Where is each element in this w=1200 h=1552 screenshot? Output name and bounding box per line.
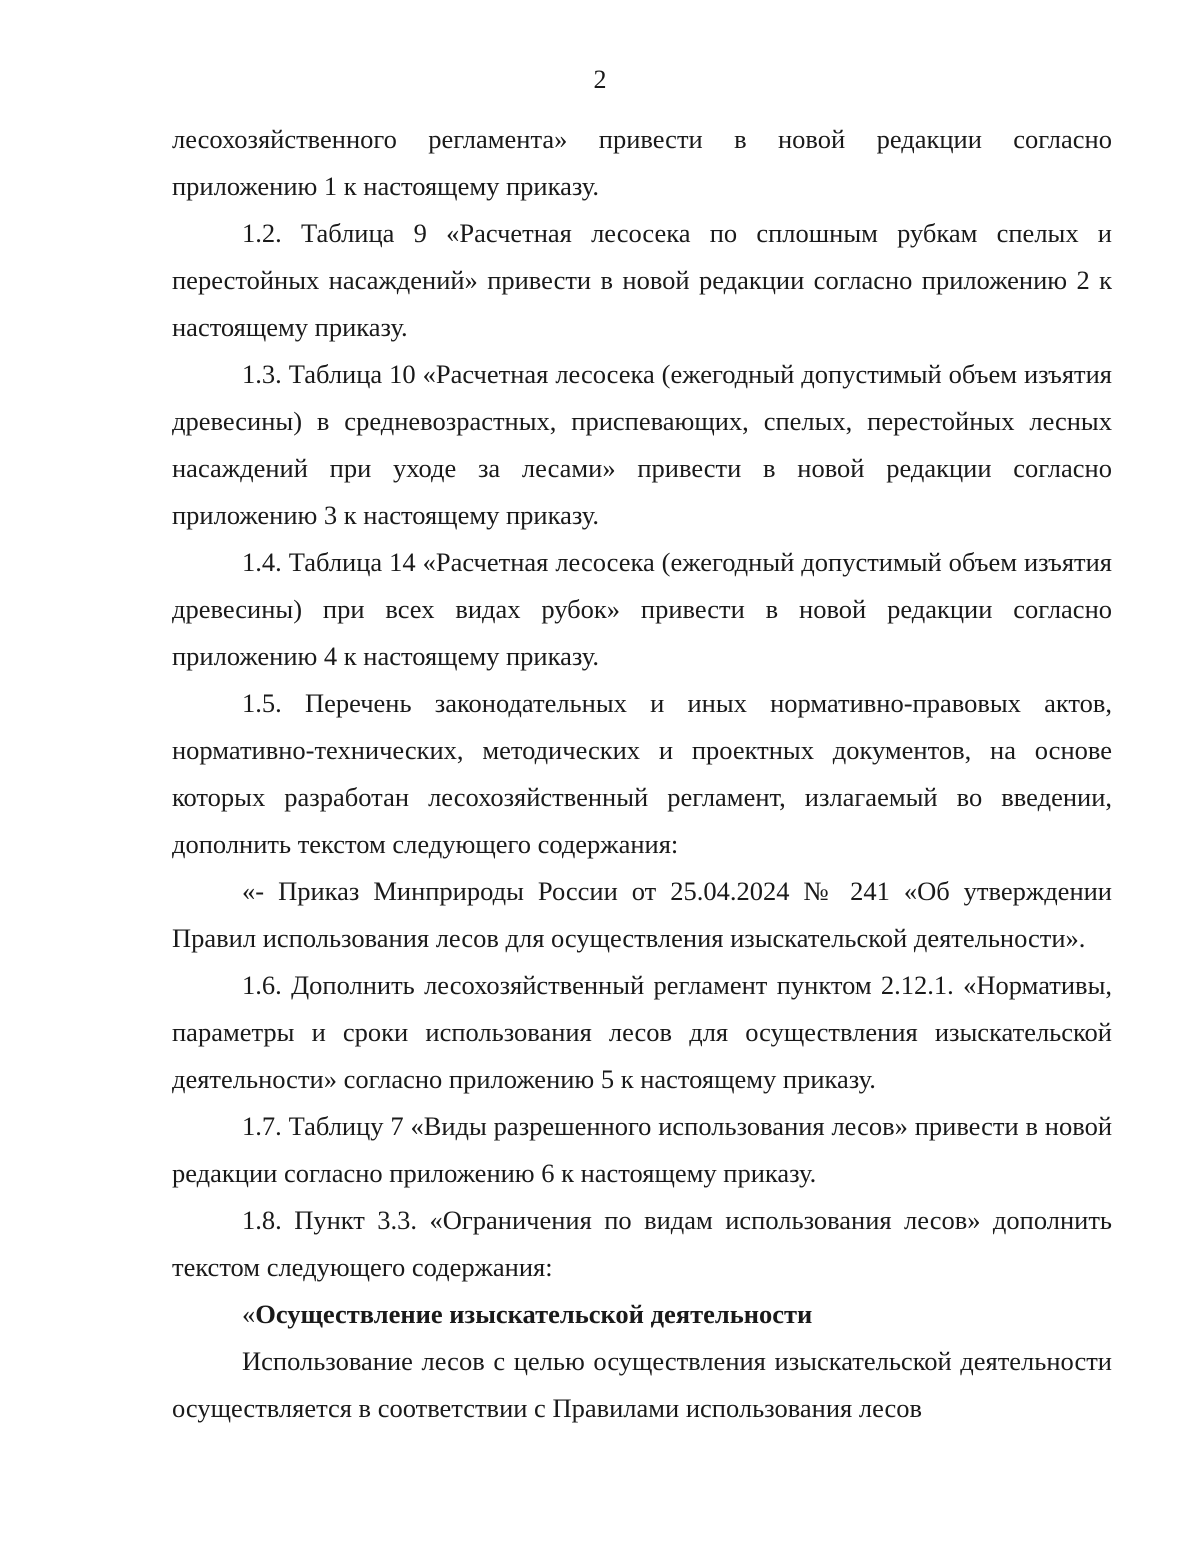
paragraph-item-1-8: 1.8. Пункт 3.3. «Ограничения по видам использования лесов» дополнить текстом следующего содержания: xyxy=(172,1205,1112,1282)
paragraph-item-1-6: 1.6. Дополнить лесохозяйственный регламент пунктом 2.12.1. «Нормативы, параметры и сроки использования лесов для осуществления изыскательской деятельности» согласно приложению 5 к настоящему приказу. xyxy=(172,970,1112,1094)
heading-text: Осуществление изыскательской деятельности xyxy=(255,1299,813,1329)
paragraph-continuation: лесохозяйственного регламента» привести в новой редакции согласно приложению 1 к настоящему приказу. xyxy=(172,124,1112,201)
section-heading xyxy=(172,1291,1112,1338)
document-body xyxy=(172,116,1112,1432)
heading-open-quote: « xyxy=(242,1299,256,1329)
paragraph-item-1-7: 1.7. Таблицу 7 «Виды разрешенного использования лесов» привести в новой редакции согласно приложению 6 к настоящему приказу. xyxy=(172,1111,1112,1188)
page-number: 2 xyxy=(593,65,607,94)
paragraph-item-1-3: 1.3. Таблица 10 «Расчетная лесосека (ежегодный допустимый объем изъятия древесины) в средневозрастных, приспевающих, спелых, перестойных лесных насаждений при уходе за лесами» привести в новой редакции согласно приложению 3 к настоящему приказу. xyxy=(172,359,1112,530)
paragraph-item-1-5: 1.5. Перечень законодательных и иных нормативно-правовых актов, нормативно-технических, методических и проектных документов, на основе которых разработан лесохозяйственный регламент, излагаемый во введении, дополнить текстом следующего содержания: xyxy=(172,688,1112,859)
paragraph-usage: Использование лесов с целью осуществления изыскательской деятельности осуществляется в соответствии с Правилами использования лесов xyxy=(172,1346,1112,1423)
paragraph-item-1-4: 1.4. Таблица 14 «Расчетная лесосека (ежегодный допустимый объем изъятия древесины) при всех видах рубок» привести в новой редакции согласно приложению 4 к настоящему приказу. xyxy=(172,547,1112,671)
paragraph-item-1-2: 1.2. Таблица 9 «Расчетная лесосека по сплошным рубкам спелых и перестойных насаждений» привести в новой редакции согласно приложению 2 к настоящему приказу. xyxy=(172,218,1112,342)
paragraph-quoted-order: «- Приказ Минприроды России от 25.04.2024 № 241 «Об утверждении Правил использования лесов для осуществления изыскательской деятельности». xyxy=(172,876,1112,953)
